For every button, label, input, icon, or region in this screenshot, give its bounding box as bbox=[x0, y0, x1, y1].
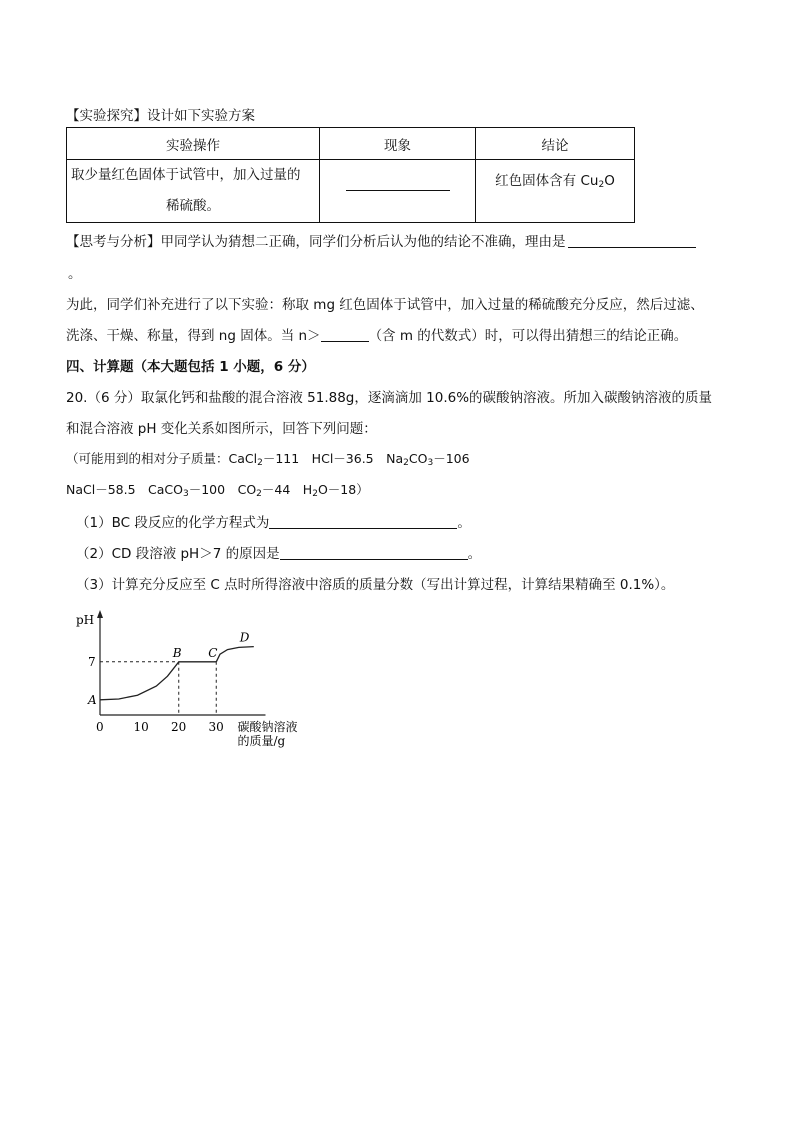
y-axis-label: pH bbox=[76, 613, 95, 627]
reason-ph-blank[interactable] bbox=[280, 545, 468, 560]
x-axis-label-line1: 碳酸钠溶液 bbox=[237, 720, 298, 734]
experiment-section-label: 【实验探究】设计如下实验方案 bbox=[66, 108, 255, 124]
operation-cell bbox=[67, 160, 320, 223]
relative-masses-line1: （可能用到的相对分子质量：CaCl$_2$－111 HCl－36.5 $Na_2CO_3-106$ bbox=[66, 451, 470, 468]
x-tick-label: 20 bbox=[171, 720, 187, 734]
phenomenon-blank[interactable] bbox=[346, 176, 450, 191]
reason-blank[interactable] bbox=[568, 233, 696, 248]
table-header-conclusion: 结论 bbox=[476, 128, 635, 160]
x-axis-label-line2: 的质量/g bbox=[237, 734, 286, 748]
point-label-b: B bbox=[172, 645, 182, 660]
point-label-a: A bbox=[88, 692, 97, 707]
question20-line2: 和混合溶液 pH 变化关系如图所示，回答下列问题： bbox=[66, 421, 377, 437]
relative-masses-line2: NaCl－58.5 CaCO$_3$－100 $CO_2-44$ $H_2O-18$） bbox=[66, 482, 369, 499]
analysis-line1-end: 。 bbox=[68, 266, 82, 282]
analysis-line3: 洗涤、干燥、称量，得到 ng 固体。当 n＞ （含 m 的代数式）时，可以得出猜想三的结论正确。 bbox=[66, 328, 688, 344]
point-label-d: D bbox=[239, 630, 250, 645]
point-label-c: C bbox=[208, 645, 218, 660]
ph-chart bbox=[70, 608, 298, 758]
analysis-line1: 【思考与分析】甲同学认为猜想二正确，同学们分析后认为他的结论不准确，理由是 bbox=[66, 230, 696, 250]
question20-line1: 20.（6 分）取氯化钙和盐酸的混合溶液 51.88g，逐滴滴加 10.6%的碳酸钠溶液。所加入碳酸钠溶液的质量 bbox=[66, 390, 713, 406]
x-tick-label: 0 bbox=[96, 720, 104, 734]
y-tick-label: 7 bbox=[88, 654, 96, 669]
conclusion-cell bbox=[476, 160, 635, 223]
segment-ab bbox=[100, 662, 179, 700]
phenomenon-cell bbox=[320, 160, 476, 223]
table-header-phenomenon: 现象 bbox=[320, 128, 476, 160]
equation-blank[interactable] bbox=[269, 514, 457, 529]
operation-line1: 取少量红色固体于试管中，加入过量的 bbox=[71, 167, 301, 183]
question20-sub1: （1）BC 段反应的化学方程式为 。 bbox=[76, 515, 471, 531]
experiment-table bbox=[66, 127, 635, 223]
y-axis-arrow bbox=[97, 610, 103, 618]
question20-sub3: （3）计算充分反应至 C 点时所得溶液中溶质的质量分数（写出计算过程，计算结果精确至 0.1%）。 bbox=[76, 577, 675, 593]
operation-line2: 稀硫酸。 bbox=[166, 198, 220, 214]
table-header-operation: 实验操作 bbox=[67, 128, 320, 160]
x-tick-label: 10 bbox=[133, 720, 149, 734]
n-expression-blank[interactable] bbox=[321, 327, 369, 342]
section4-title: 四、计算题（本大题包括 1 小题，6 分） bbox=[66, 359, 315, 375]
question20-sub2: （2）CD 段溶液 pH＞7 的原因是 。 bbox=[76, 546, 482, 562]
analysis-line2: 为此，同学们补充进行了以下实验：称取 mg 红色固体于试管中，加入过量的稀硫酸充分反应，然后过滤、 bbox=[66, 297, 704, 313]
table-header-row bbox=[67, 128, 635, 160]
conclusion-text: 红色固体含有 $Cu_2O$ bbox=[495, 173, 615, 190]
x-tick-label: 30 bbox=[208, 720, 224, 734]
table-row bbox=[67, 160, 635, 223]
segment-cd bbox=[216, 647, 254, 662]
